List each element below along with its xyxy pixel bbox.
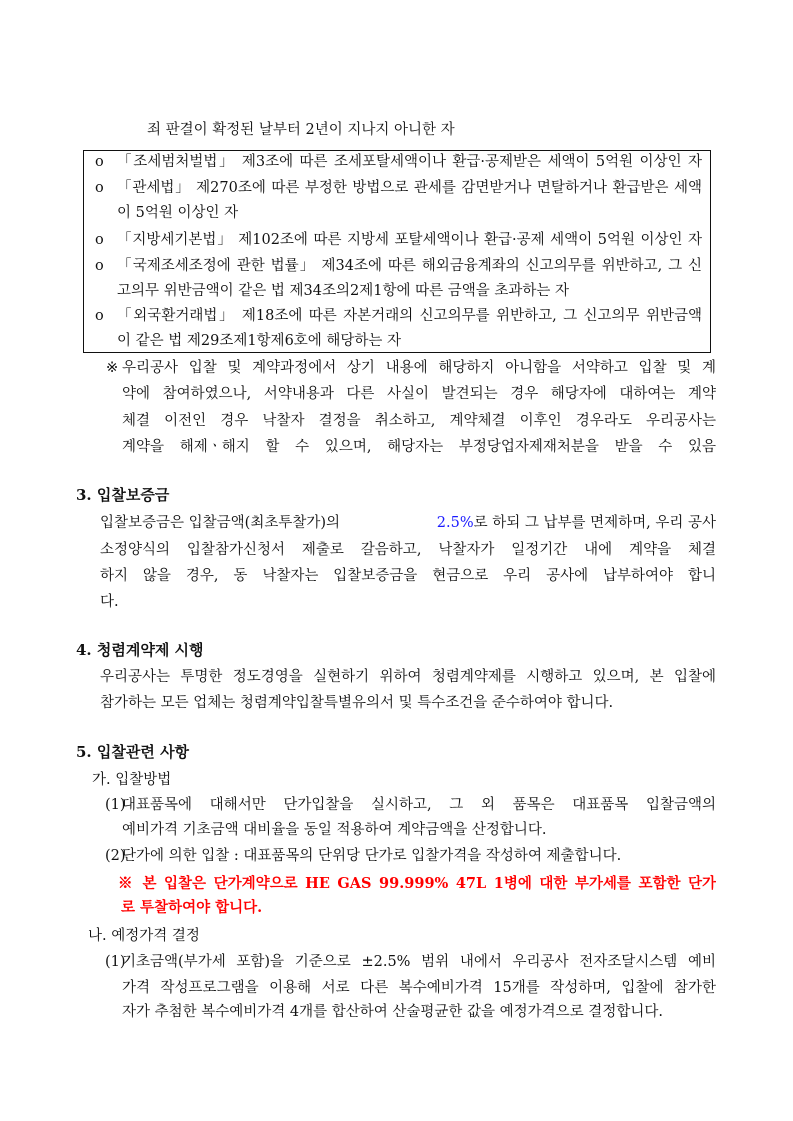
note-line: 계약을 해제ㆍ해지 할 수 있으며, 해당자는 부정당업자제재처분을 받을 수 있음 — [122, 439, 716, 455]
section-3-line-1 — [100, 513, 716, 533]
subsection-b-title: 나. 예정가격 결정 — [88, 928, 200, 944]
section-4-line: 참가하는 모든 업체는 청렴계약입찰특별유의서 및 특수조건을 준수하여야 합니다. — [100, 695, 614, 711]
subsection-a-title: 가. 입찰방법 — [92, 772, 172, 788]
section-3-line: 소정양식의 입찰참가신청서 제출로 갈음하고, 낙찰자가 일정기간 내에 계약을 체결 — [100, 542, 716, 558]
item-line: 기초금액(부가세 포함)을 기준으로 ±2.5% 범위 내에서 우리공사 전자조달시스템 예비 — [122, 954, 716, 970]
warning-line: ※ 본 입찰은 단가계약으로 HE GAS 99.999% 47L 1병에 대한 부가세를 포함한 단가 — [118, 875, 716, 892]
item-line: 가격 작성프로그램을 이용해 서로 다른 복수예비가격 15개를 작성하며, 입찰에 참가한 — [122, 980, 716, 996]
item-number: (2) — [105, 848, 126, 864]
section-3-heading: 3. 입찰보증금 — [76, 486, 170, 504]
box-item-1: 「조세범처벌법」 제3조에 따른 조세포탈세액이나 환급·공제받은 세액이 5억원 이상인 자 — [117, 154, 702, 170]
box-item-4-cont: 고의무 위반금액이 같은 법 제34조의2제1항에 따른 금액을 초과하는 자 — [117, 283, 569, 299]
bullet-icon: o — [95, 180, 104, 196]
intro-line: 죄 판결이 확정된 날부터 2년이 지나지 아니한 자 — [147, 122, 455, 138]
section-4-line: 우리공사는 투명한 정도경영을 실현하기 위하여 청렴계약제를 시행하고 있으며, 본 입찰에 — [100, 669, 716, 685]
box-item-3: 「지방세기본법」 제102조에 따른 지방세 포탈세액이나 환급·공제 세액이 5억원 이상인 자 — [117, 232, 702, 248]
text: 입찰보증금은 입찰금액(최초투찰가)의 — [100, 515, 341, 531]
note-line: 약에 참여하였으나, 서약내용과 다른 사실이 발견되는 경우 해당자에 대하여는 계약 — [122, 386, 716, 402]
section-3-line: 하지 않을 경우, 동 낙찰자는 입찰보증금을 현금으로 우리 공사에 납부하여야 합니 — [100, 568, 716, 584]
highlight-rate: 2.5% — [436, 515, 474, 531]
item-line: 예비가격 기초금액 대비율을 동일 적용하여 계약금액을 산정합니다. — [122, 822, 547, 838]
item-line: 단가에 의한 입찰 : 대표품목의 단위당 단가로 입찰가격을 작성하여 제출합니다. — [122, 848, 622, 864]
section-5-heading: 5. 입찰관련 사항 — [76, 743, 190, 761]
note-mark: ※ — [106, 360, 119, 376]
warning-line: 로 투찰하여야 합니다. — [121, 899, 263, 916]
bullet-icon: o — [95, 308, 104, 324]
section-3-line: 다. — [100, 594, 119, 610]
item-number: (1) — [105, 954, 126, 970]
section-4-heading: 4. 청렴계약제 시행 — [76, 641, 204, 659]
box-item-5: 「외국환거래법」 제18조에 따른 자본거래의 신고의무를 위반하고, 그 신고의무 위반금액 — [117, 308, 702, 324]
note-line: 체결 이전인 경우 낙찰자 결정을 취소하고, 계약체결 이후인 경우라도 우리공사는 — [122, 413, 716, 429]
box-item-4: 「국제조세조정에 관한 법률」 제34조에 따른 해외금융계좌의 신고의무를 위반하고, 그 신 — [117, 258, 702, 274]
bullet-icon: o — [95, 232, 104, 248]
item-line: 자가 추첨한 복수예비가격 4개를 합산하여 산술평균한 값을 예정가격으로 결정합니다. — [122, 1004, 663, 1020]
text: 로 하되 그 납부를 면제하며, 우리 공사 — [473, 515, 716, 531]
item-number: (1) — [105, 797, 126, 813]
box-item-2-cont: 이 5억원 이상인 자 — [117, 205, 239, 221]
item-line: 대표품목에 대해서만 단가입찰을 실시하고, 그 외 품목은 대표품목 입찰금액의 — [122, 797, 716, 813]
bullet-icon: o — [95, 258, 104, 274]
box-item-2: 「관세법」 제270조에 따른 부정한 방법으로 관세를 감면받거나 면탈하거나 환급받은 세액 — [117, 180, 702, 196]
box-item-5-cont: 이 같은 법 제29조제1항제6호에 해당하는 자 — [117, 333, 402, 349]
bullet-icon: o — [95, 154, 104, 170]
note-line: 우리공사 입찰 및 계약과정에서 상기 내용에 해당하지 아니함을 서약하고 입찰 및 계 — [122, 360, 716, 376]
